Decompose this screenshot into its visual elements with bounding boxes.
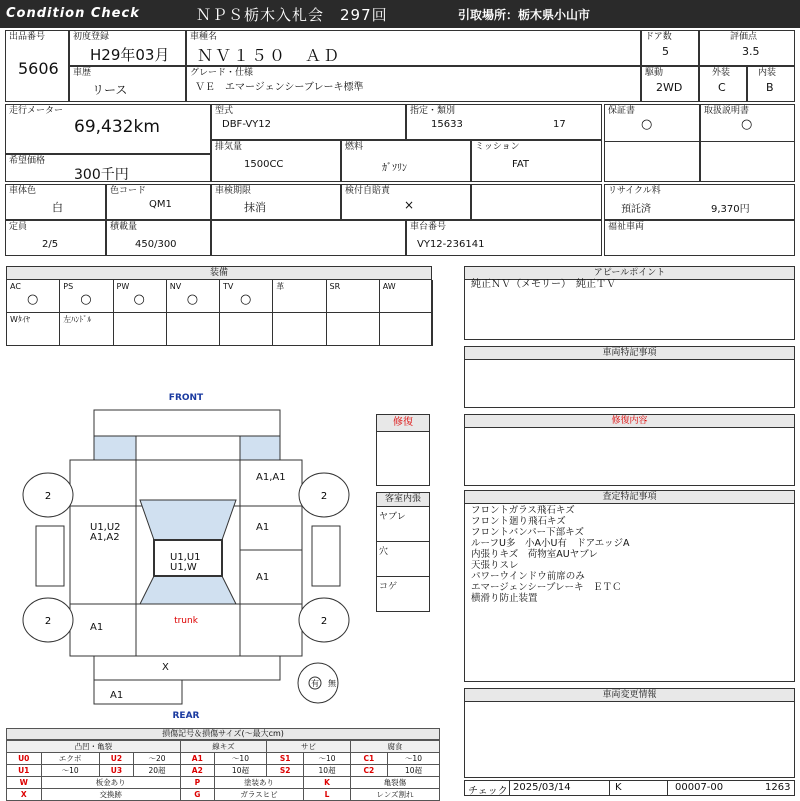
special-title: 車両特記事項 bbox=[465, 347, 794, 360]
drive: 2WD bbox=[656, 81, 683, 94]
mark-right-front-door: A1 bbox=[256, 522, 270, 533]
header-bar bbox=[0, 0, 800, 28]
equip-label: NV bbox=[169, 282, 182, 291]
front-grille bbox=[136, 436, 240, 460]
chassis-number: VY12-236141 bbox=[417, 239, 485, 250]
legend-cell: 20超 bbox=[134, 765, 181, 777]
lot-number: 5606 bbox=[18, 59, 59, 78]
chassis-cell: 車台番号 VY12-236141 bbox=[406, 220, 602, 256]
equip-SR bbox=[327, 280, 380, 313]
front-left-fender bbox=[70, 460, 136, 506]
equip-label: SR bbox=[329, 282, 341, 291]
rear-label: REAR bbox=[172, 711, 200, 721]
inspection-notes-panel bbox=[464, 490, 795, 682]
right-rear-door bbox=[240, 550, 302, 604]
right-mirror bbox=[312, 526, 340, 586]
spare-yes: 有 bbox=[311, 679, 319, 688]
equip-value: ○ bbox=[27, 292, 39, 307]
equip-PW bbox=[114, 280, 167, 313]
equip-AW bbox=[380, 280, 433, 313]
equip-blank bbox=[167, 313, 220, 346]
tire-value: 2 bbox=[44, 491, 52, 502]
legend-cell: 10超 bbox=[214, 765, 266, 777]
history-cell: 車歴 リース bbox=[69, 66, 186, 102]
legend-cell: ガラスヒビ bbox=[214, 789, 303, 801]
front-bumper bbox=[94, 410, 280, 436]
equip-左ﾊﾝﾄﾞﾙ bbox=[60, 313, 113, 346]
rear-bumper bbox=[94, 656, 280, 680]
mark-rear-left: A1 bbox=[110, 690, 124, 701]
equip-AC bbox=[7, 280, 60, 313]
tire-value: 2 bbox=[44, 616, 52, 627]
cabin-box bbox=[376, 492, 430, 612]
inspection-notes-text: フロントガラス飛石キズ フロント廻り飛石キズ フロントバンパー下部キズ ルーフU多 小A小U有 ドアエッジA 内張りキズ 荷物室AUヤブレ 天張りスレ パワーウインドウ前席のみ エマージェンシーブレーキ ＥＴＣ 横滑り防止装置 bbox=[471, 505, 630, 604]
legend-cell: 交換跡 bbox=[41, 789, 180, 801]
equip-label: PW bbox=[116, 282, 130, 291]
legend-cell: S1 bbox=[267, 753, 304, 765]
desired-price-cell: 希望価格 300千円 bbox=[5, 154, 211, 182]
designation: 15633 bbox=[431, 119, 463, 130]
rear-right-quarter bbox=[240, 604, 302, 656]
warranty: ○ bbox=[641, 117, 653, 132]
mark-roof-1: U1,U1 bbox=[170, 552, 201, 563]
inspection-expiry: 抹消 bbox=[244, 201, 266, 214]
equipment-title: 装備 bbox=[7, 267, 431, 280]
mark-left-rear: A1 bbox=[90, 622, 104, 633]
legend-cell: ～10 bbox=[214, 753, 266, 765]
spare-no: 無 bbox=[328, 679, 336, 688]
equip-NV bbox=[167, 280, 220, 313]
lot-cell: 出品番号 5606 bbox=[5, 30, 69, 102]
doors-cell: ドア数 5 bbox=[641, 30, 699, 66]
warranty-cell: 保証書 ○ bbox=[604, 104, 700, 182]
legend-cell: W bbox=[7, 777, 42, 789]
inspection-cell: 車検期限 抹消 bbox=[211, 184, 341, 220]
class-no: 17 bbox=[553, 119, 566, 130]
car-name-cell: 車種名 ＮＶ１５０ ＡＤ bbox=[186, 30, 641, 66]
equip-label: 革 bbox=[276, 282, 285, 291]
displacement-cell: 排気量 1500CC bbox=[211, 140, 341, 182]
legend-cell: U3 bbox=[99, 765, 134, 777]
mileage-cell: 走行メーター 69,432km bbox=[5, 104, 211, 154]
equip-blank bbox=[220, 313, 273, 346]
inspection-notes-title: 査定特記事項 bbox=[465, 491, 794, 504]
equip-value: ○ bbox=[240, 292, 252, 307]
capacity: 2/5 bbox=[42, 239, 59, 250]
legend-cell: A1 bbox=[180, 753, 214, 765]
drive-cell: 駆動 2WD bbox=[641, 66, 699, 102]
liability: × bbox=[404, 198, 415, 212]
recycle-amount: 9,370円 bbox=[711, 204, 750, 215]
legend-cell: S2 bbox=[267, 765, 304, 777]
body-color: 白 bbox=[52, 201, 63, 214]
load-cell: 積載量 450/300 bbox=[106, 220, 211, 256]
model-cell: 型式 DBF-VY12 bbox=[211, 104, 406, 140]
empty-cell bbox=[471, 184, 602, 220]
fuel: ｶﾞｿﾘﾝ bbox=[382, 163, 407, 174]
equip-label: Wﾀｲﾔ bbox=[10, 315, 30, 324]
legend-cell: C1 bbox=[350, 753, 387, 765]
equipment-panel bbox=[6, 266, 432, 346]
legend-table bbox=[6, 740, 440, 801]
equip-value: ○ bbox=[186, 292, 199, 307]
damage-legend bbox=[6, 728, 440, 801]
left-mirror bbox=[36, 526, 64, 586]
equip-label: 左ﾊﾝﾄﾞﾙ bbox=[63, 315, 92, 324]
appeal-panel bbox=[464, 266, 795, 340]
mark-front-right: A1,A1 bbox=[256, 472, 286, 483]
legend-title: 損傷記号＆損傷サイズ(～最大cm) bbox=[6, 728, 440, 740]
equip-Wﾀｲﾔ bbox=[7, 313, 60, 346]
windshield bbox=[140, 500, 236, 540]
equip-革 bbox=[273, 280, 326, 313]
color-code: QM1 bbox=[149, 199, 172, 210]
legend-cell: A2 bbox=[180, 765, 214, 777]
displacement: 1500CC bbox=[244, 159, 284, 170]
check-code: 00007-00 bbox=[675, 782, 724, 793]
mark-rear-bumper: X bbox=[162, 662, 169, 673]
grade-cell: グレード・仕様 ＶＥ エマージェンシーブレーキ標準 bbox=[186, 66, 641, 102]
legend-cell: 10超 bbox=[387, 765, 439, 777]
recycle-status: 預託済 bbox=[621, 204, 651, 215]
check-date: 2025/03/14 bbox=[513, 782, 571, 793]
right-front-door bbox=[240, 506, 302, 550]
equip-PS bbox=[60, 280, 113, 313]
legend-cell: X bbox=[7, 789, 42, 801]
legend-cell: 亀裂傷 bbox=[350, 777, 439, 789]
legend-header: 腐食 bbox=[350, 741, 439, 753]
transmission: FAT bbox=[512, 159, 530, 170]
damage-diagram bbox=[0, 388, 372, 724]
legend-cell: ～10 bbox=[387, 753, 439, 765]
equip-label: AC bbox=[10, 282, 21, 291]
rear-bumper-left bbox=[94, 680, 182, 704]
score: 3.5 bbox=[742, 45, 760, 58]
check-label: チェック bbox=[468, 786, 508, 797]
front-right-fender bbox=[240, 460, 302, 506]
hood bbox=[136, 460, 240, 506]
special-panel bbox=[464, 346, 795, 408]
legend-cell: C2 bbox=[350, 765, 387, 777]
legend-cell: P bbox=[180, 777, 214, 789]
repair-box bbox=[376, 414, 430, 486]
equip-value: ○ bbox=[133, 292, 145, 307]
capacity-cell: 定員 2/5 bbox=[5, 220, 106, 256]
check-mark: K bbox=[615, 782, 622, 793]
repair-contents-title: 修復内容 bbox=[465, 415, 794, 428]
cabin-row: 穴 bbox=[377, 542, 429, 577]
legend-cell: 板金あり bbox=[41, 777, 180, 789]
interior: B bbox=[766, 81, 774, 94]
mark-left-front-door-1: U1,U2 bbox=[90, 522, 121, 533]
equip-blank bbox=[380, 313, 433, 346]
legend-cell: 塗装あり bbox=[214, 777, 303, 789]
front-label: FRONT bbox=[168, 393, 204, 403]
manual-cell: 取扱説明書 ○ bbox=[700, 104, 795, 182]
legend-cell: エクボ bbox=[41, 753, 99, 765]
mark-right-rear-door: A1 bbox=[256, 572, 270, 583]
first-reg-cell: 初度登録 H29年03月 bbox=[69, 30, 186, 66]
exterior: C bbox=[718, 81, 726, 94]
pickup-location: 引取場所：栃木県小山市 bbox=[458, 8, 591, 22]
legend-header: 凸凹・亀裂 bbox=[7, 741, 181, 753]
car-name: ＮＶ１５０ ＡＤ bbox=[197, 46, 342, 65]
legend-cell: レンズ割れ bbox=[350, 789, 439, 801]
body-color-cell: 車体色 白 bbox=[5, 184, 106, 220]
trunk-label: trunk bbox=[174, 616, 198, 626]
equip-label: TV bbox=[223, 282, 234, 291]
doc-title: Condition Check bbox=[6, 6, 140, 21]
legend-cell: ～10 bbox=[41, 765, 99, 777]
first-reg: H29年03月 bbox=[90, 46, 170, 64]
equip-label: PS bbox=[63, 282, 74, 291]
legend-cell: ～10 bbox=[304, 753, 351, 765]
equip-blank bbox=[327, 313, 380, 346]
mark-roof-2: U1,W bbox=[170, 562, 197, 573]
legend-cell: 10超 bbox=[304, 765, 351, 777]
fuel-cell: 燃料 ｶﾞｿﾘﾝ bbox=[341, 140, 471, 182]
change-info-title: 車両変更情報 bbox=[465, 689, 794, 702]
appeal-title: アピールポイント bbox=[465, 267, 794, 280]
legend-cell: ～20 bbox=[134, 753, 181, 765]
cabin-row: ヤブレ bbox=[377, 507, 429, 542]
legend-cell: U2 bbox=[99, 753, 134, 765]
mark-left-front-door-2: A1,A2 bbox=[90, 532, 120, 543]
designation-cell: 指定・類別 15633 17 bbox=[406, 104, 602, 140]
auction-name: ＮＰＳ栃木入札会 297回 bbox=[196, 6, 388, 24]
rear-window bbox=[140, 576, 236, 604]
history: リース bbox=[92, 83, 128, 97]
transmission-cell: ミッション FAT bbox=[471, 140, 602, 182]
equip-blank bbox=[114, 313, 167, 346]
score-cell: 評価点 3.5 bbox=[699, 30, 795, 66]
liability-cell: 検付自賠責 × bbox=[341, 184, 471, 220]
welfare-cell: 福祉車両 bbox=[604, 220, 795, 256]
repair-contents-panel bbox=[464, 414, 795, 486]
cabin-row: コゲ bbox=[379, 582, 398, 592]
legend-header: サビ bbox=[267, 741, 351, 753]
interior-cell: 内装 B bbox=[747, 66, 795, 102]
blank-cell bbox=[211, 220, 406, 256]
tailgate bbox=[136, 604, 240, 656]
desired-price: 300千円 bbox=[74, 167, 129, 183]
manual: ○ bbox=[741, 117, 753, 132]
repair-box-title: 修復 bbox=[377, 415, 429, 432]
color-code-cell: 色コード QM1 bbox=[106, 184, 211, 220]
change-info-panel bbox=[464, 688, 795, 778]
left-doors bbox=[70, 506, 136, 604]
tire-value: 2 bbox=[320, 491, 328, 502]
legend-header: 線キズ bbox=[180, 741, 266, 753]
tire-value: 2 bbox=[320, 616, 328, 627]
legend-cell: U0 bbox=[7, 753, 42, 765]
legend-cell: K bbox=[304, 777, 351, 789]
legend-cell: U1 bbox=[7, 765, 42, 777]
mileage: 69,432km bbox=[74, 117, 160, 137]
equip-blank bbox=[273, 313, 326, 346]
check-num: 1263 bbox=[765, 782, 791, 793]
legend-cell: L bbox=[304, 789, 351, 801]
equip-TV bbox=[220, 280, 273, 313]
exterior-cell: 外装 C bbox=[699, 66, 747, 102]
legend-cell: G bbox=[180, 789, 214, 801]
front-right-lamp bbox=[240, 436, 280, 460]
cabin-title: 客室内張 bbox=[377, 493, 429, 507]
front-left-lamp bbox=[94, 436, 136, 460]
appeal-text: 純正ＮＶ（メモリー） 純正ＴＶ bbox=[471, 279, 616, 290]
equip-value: ○ bbox=[80, 292, 92, 307]
doors: 5 bbox=[662, 45, 669, 58]
model: DBF-VY12 bbox=[222, 119, 272, 130]
equip-label: AW bbox=[382, 282, 396, 291]
load-capacity: 450/300 bbox=[135, 239, 177, 250]
recycle-cell: リサイクル料 預託済 9,370円 bbox=[604, 184, 795, 220]
footer-bar bbox=[464, 780, 795, 796]
grade: ＶＥ エマージェンシーブレーキ標準 bbox=[195, 82, 364, 93]
